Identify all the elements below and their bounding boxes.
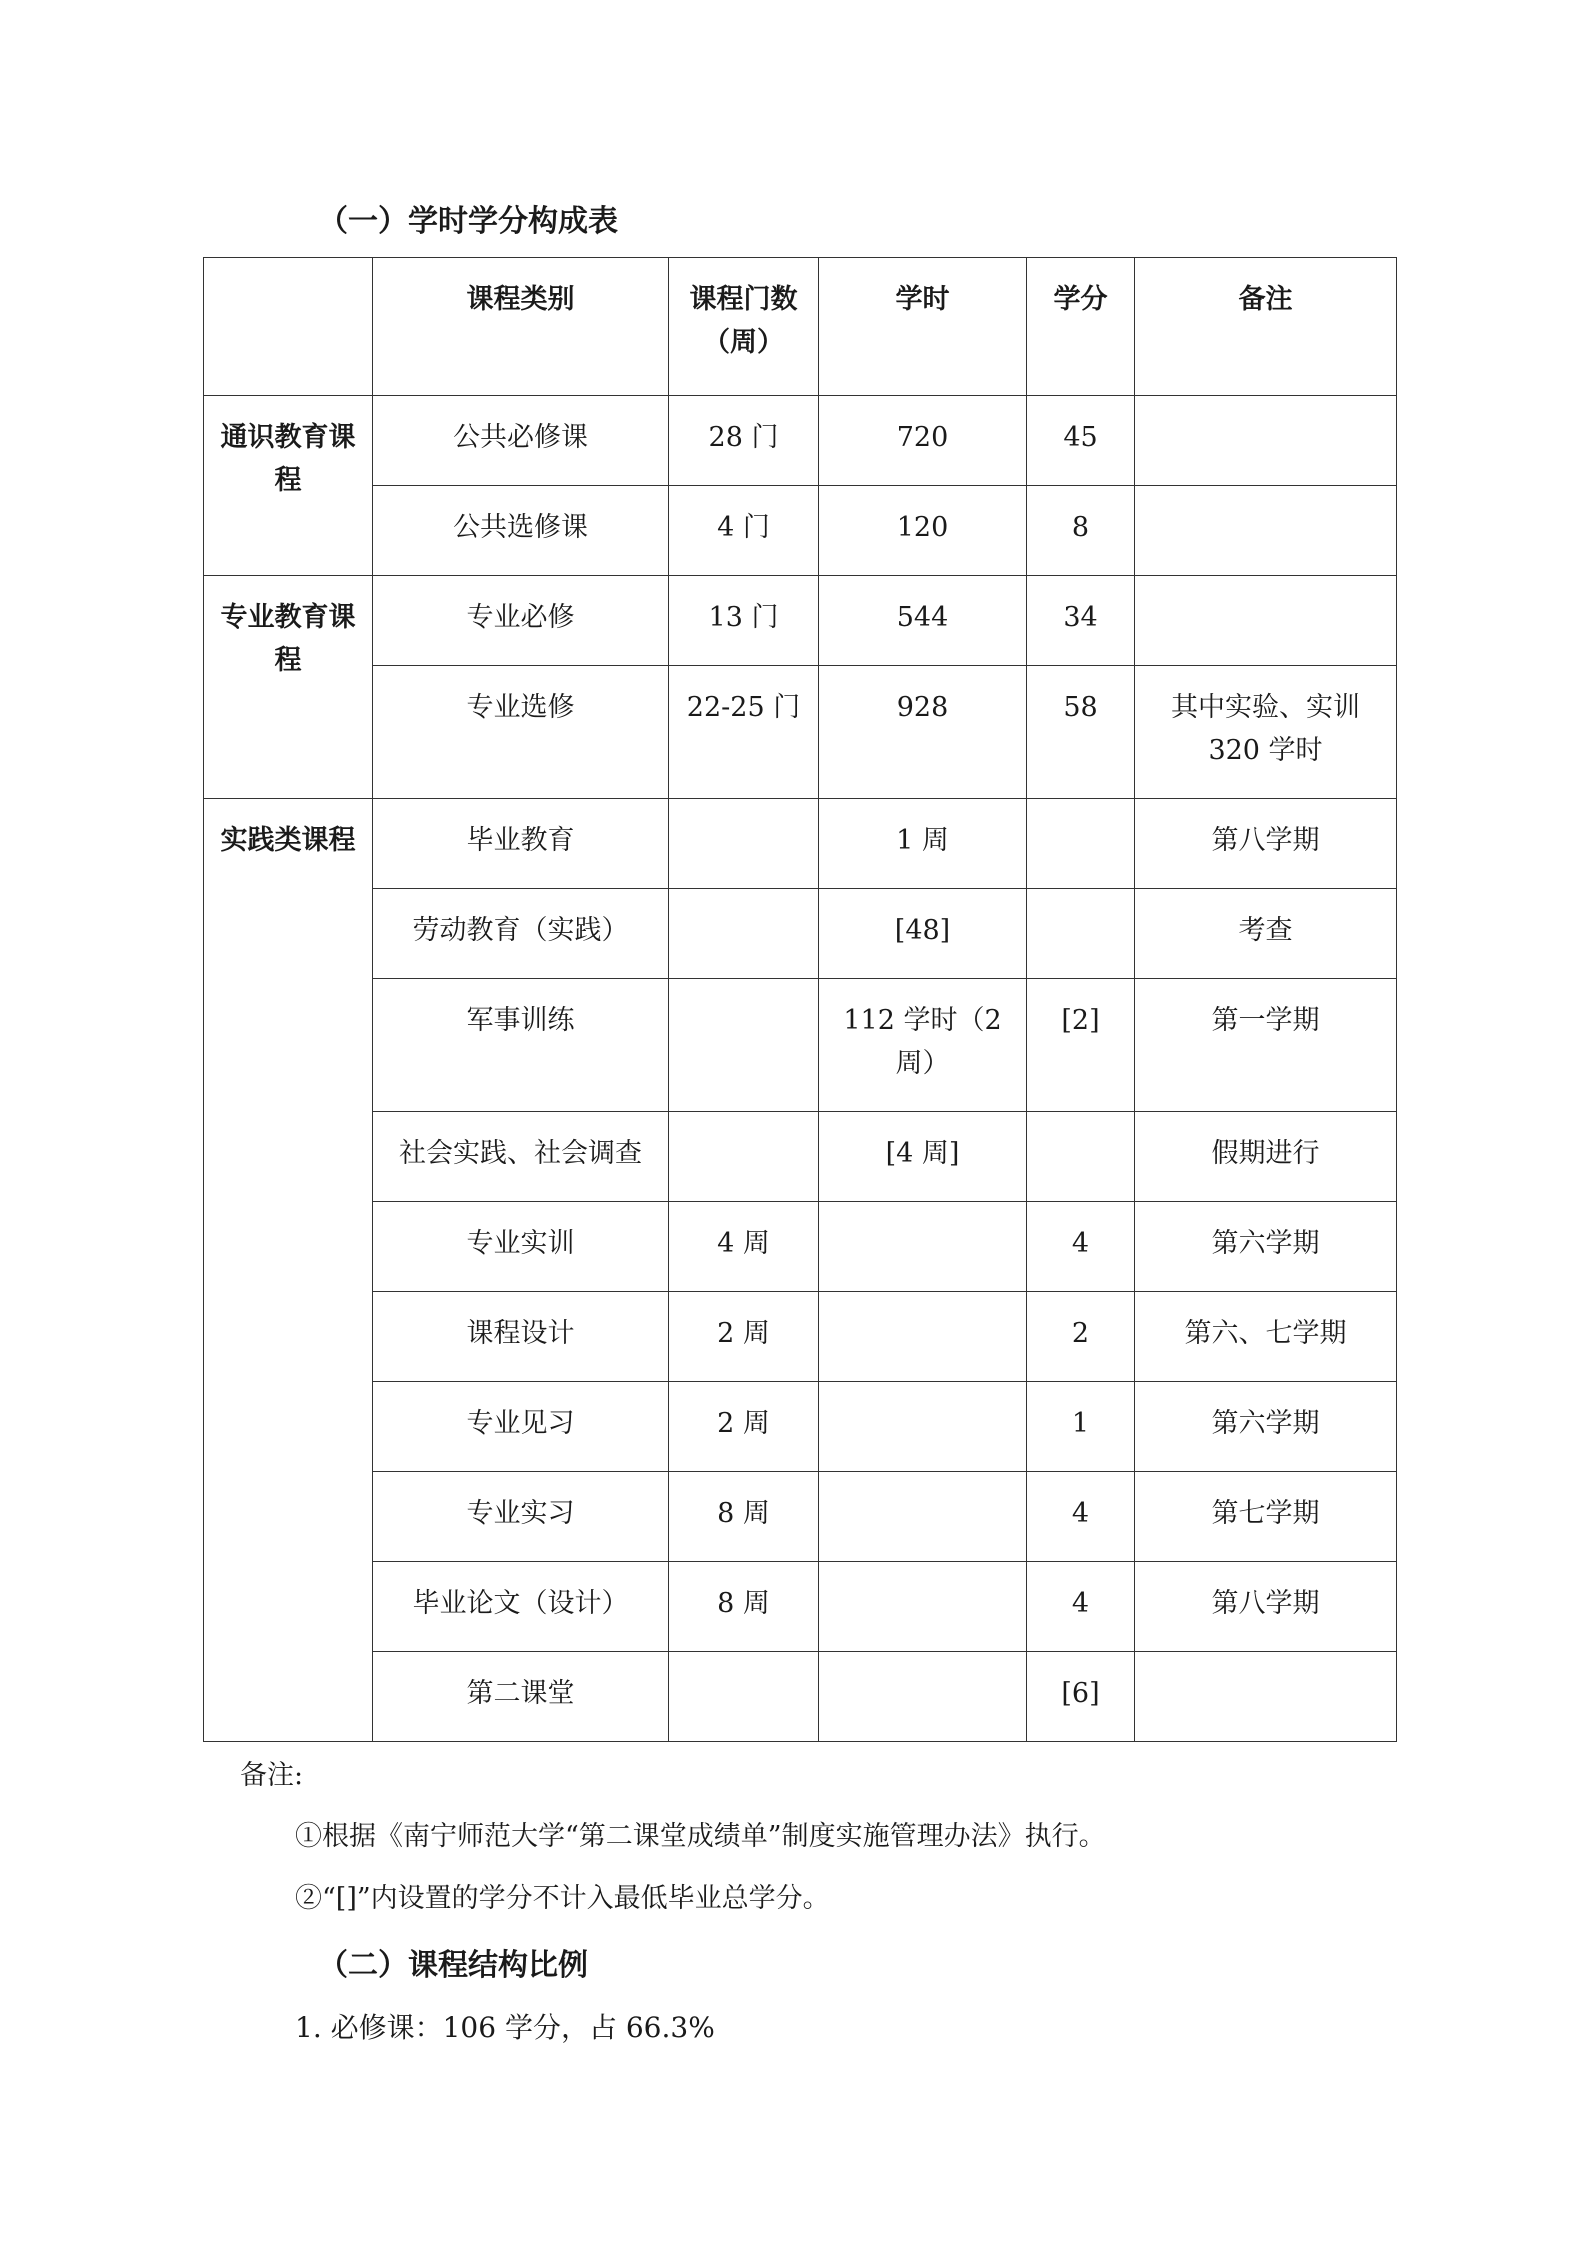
credits-cell: [2]	[1027, 979, 1135, 1112]
credits-cell	[1027, 799, 1135, 889]
category-cell: 专业实训	[373, 1202, 669, 1292]
table-row	[204, 576, 1397, 666]
remark-cell: 第六、七学期	[1135, 1292, 1397, 1382]
table-header-row	[204, 258, 1397, 396]
category-cell: 毕业教育	[373, 799, 669, 889]
count-cell: 2 周	[669, 1382, 819, 1472]
hours-cell	[819, 1472, 1027, 1562]
table-row	[204, 1382, 1397, 1472]
count-cell	[669, 1652, 819, 1742]
credits-cell: [6]	[1027, 1652, 1135, 1742]
group-cell-general-education: 通识教育课程	[204, 396, 373, 576]
remark-cell	[1135, 576, 1397, 666]
credits-cell: 45	[1027, 396, 1135, 486]
category-cell: 军事训练	[373, 979, 669, 1112]
header-cell-credits: 学分	[1027, 258, 1135, 396]
table-row	[204, 1202, 1397, 1292]
credits-cell: 8	[1027, 486, 1135, 576]
header-cell-category: 课程类别	[373, 258, 669, 396]
hours-cell: 928	[819, 666, 1027, 799]
table-row	[204, 1472, 1397, 1562]
hours-cell: 1 周	[819, 799, 1027, 889]
remark-cell	[1135, 1652, 1397, 1742]
hours-cell: 120	[819, 486, 1027, 576]
remark-cell: 其中实验、实训 320 学时	[1135, 666, 1397, 799]
count-cell: 28 门	[669, 396, 819, 486]
category-cell: 社会实践、社会调查	[373, 1112, 669, 1202]
table-row	[204, 889, 1397, 979]
credit-hour-table	[203, 257, 1397, 1742]
count-cell: 22-25 门	[669, 666, 819, 799]
category-cell: 公共必修课	[373, 396, 669, 486]
credits-cell: 4	[1027, 1562, 1135, 1652]
count-cell: 4 门	[669, 486, 819, 576]
hours-cell: 720	[819, 396, 1027, 486]
count-cell: 2 周	[669, 1292, 819, 1382]
header-cell-empty	[204, 258, 373, 396]
count-cell	[669, 799, 819, 889]
hours-cell: 112 学时（2 周）	[819, 979, 1027, 1112]
category-cell: 第二课堂	[373, 1652, 669, 1742]
credits-cell: 34	[1027, 576, 1135, 666]
table-row	[204, 666, 1397, 799]
group-cell-practice: 实践类课程	[204, 799, 373, 1742]
remark-cell: 第六学期	[1135, 1202, 1397, 1292]
count-cell: 13 门	[669, 576, 819, 666]
hours-cell	[819, 1202, 1027, 1292]
table-row	[204, 396, 1397, 486]
credits-cell: 2	[1027, 1292, 1135, 1382]
table-row	[204, 979, 1397, 1112]
credits-cell: 1	[1027, 1382, 1135, 1472]
table-row	[204, 1112, 1397, 1202]
group-cell-professional-education: 专业教育课程	[204, 576, 373, 799]
hours-cell: 544	[819, 576, 1027, 666]
remark-cell: 第八学期	[1135, 1562, 1397, 1652]
remark-cell: 第八学期	[1135, 799, 1397, 889]
table-row	[204, 1562, 1397, 1652]
note-item: ②“[]”内设置的学分不计入最低毕业总学分。	[295, 1883, 830, 1914]
category-cell: 专业必修	[373, 576, 669, 666]
section-title-credit-table: （一）学时学分构成表	[318, 204, 618, 239]
credits-cell	[1027, 1112, 1135, 1202]
category-cell: 专业选修	[373, 666, 669, 799]
category-cell: 劳动教育（实践）	[373, 889, 669, 979]
category-cell: 公共选修课	[373, 486, 669, 576]
count-cell	[669, 1112, 819, 1202]
header-cell-hours: 学时	[819, 258, 1027, 396]
table-row	[204, 799, 1397, 889]
category-cell: 课程设计	[373, 1292, 669, 1382]
remark-cell: 第七学期	[1135, 1472, 1397, 1562]
credits-cell: 4	[1027, 1202, 1135, 1292]
notes-label: 备注:	[240, 1760, 304, 1791]
count-cell	[669, 889, 819, 979]
count-cell: 4 周	[669, 1202, 819, 1292]
category-cell: 专业见习	[373, 1382, 669, 1472]
count-cell	[669, 979, 819, 1112]
count-cell: 8 周	[669, 1562, 819, 1652]
header-cell-count: 课程门数（周）	[669, 258, 819, 396]
hours-cell	[819, 1292, 1027, 1382]
hours-cell	[819, 1562, 1027, 1652]
remark-cell: 第六学期	[1135, 1382, 1397, 1472]
hours-cell	[819, 1652, 1027, 1742]
hours-cell	[819, 1382, 1027, 1472]
count-cell: 8 周	[669, 1472, 819, 1562]
credits-cell	[1027, 889, 1135, 979]
table-row	[204, 1652, 1397, 1742]
note-item: ①根据《南宁师范大学“第二课堂成绩单”制度实施管理办法》执行。	[295, 1821, 1106, 1852]
credits-cell: 4	[1027, 1472, 1135, 1562]
remark-cell: 第一学期	[1135, 979, 1397, 1112]
hours-cell: [48]	[819, 889, 1027, 979]
remark-cell	[1135, 396, 1397, 486]
category-cell: 专业实习	[373, 1472, 669, 1562]
category-cell: 毕业论文（设计）	[373, 1562, 669, 1652]
hours-cell: [4 周]	[819, 1112, 1027, 1202]
section-title-course-structure: （二）课程结构比例	[318, 1948, 588, 1983]
course-ratio-item: 1. 必修课：106 学分，占 66.3%	[295, 2011, 715, 2044]
table-row	[204, 486, 1397, 576]
remark-cell	[1135, 486, 1397, 576]
table-row	[204, 1292, 1397, 1382]
header-cell-remark: 备注	[1135, 258, 1397, 396]
credits-cell: 58	[1027, 666, 1135, 799]
remark-cell: 假期进行	[1135, 1112, 1397, 1202]
remark-cell: 考查	[1135, 889, 1397, 979]
